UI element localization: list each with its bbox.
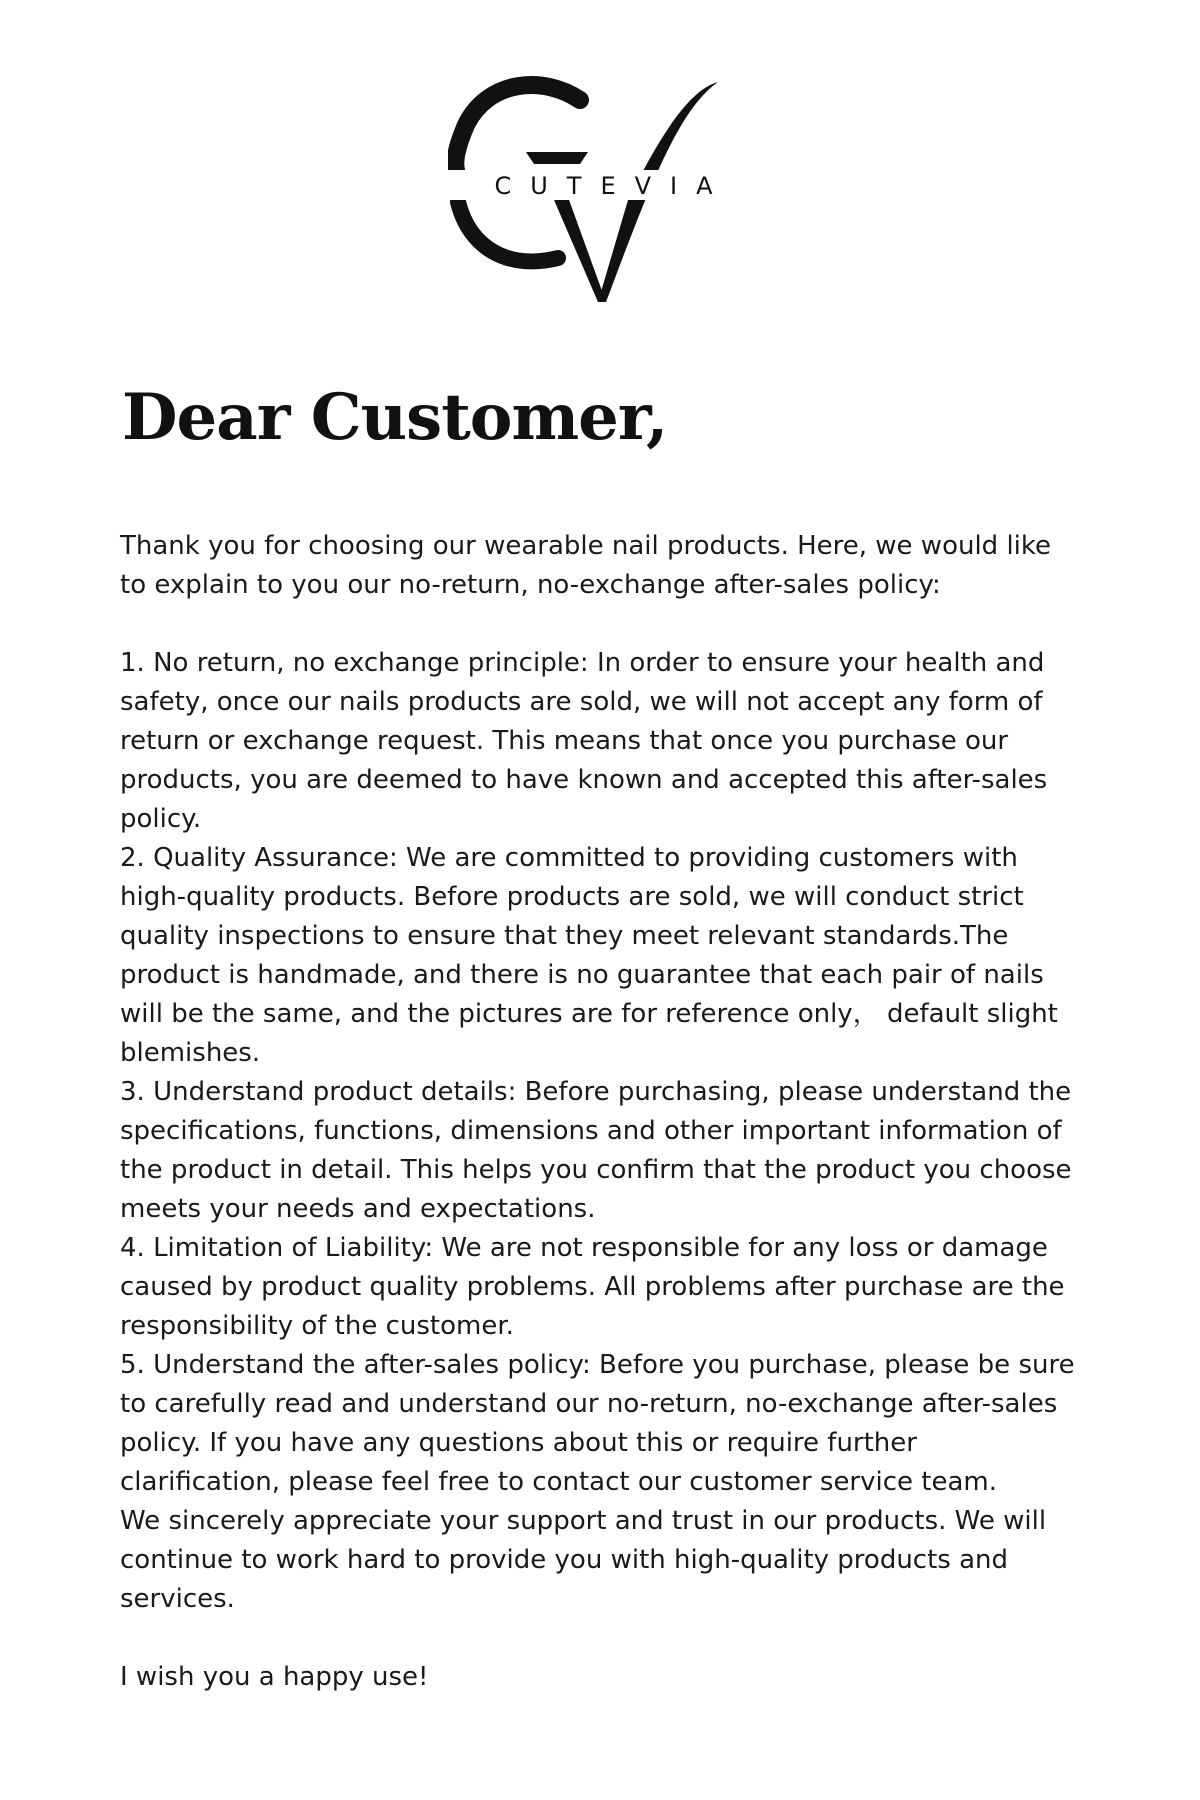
paragraph-spacer	[120, 1619, 1080, 1658]
signoff-line: I wish you a happy use!	[120, 1662, 429, 1692]
policy-item-5: 5. Understand the after-sales policy: Before you purchase, please be sure to carefully read and understand our no-return, no-exchange after-sales policy. If you have any questions about this or require further clarification, please feel free to contact our customer service team.	[120, 1350, 1075, 1497]
paragraph-spacer	[120, 605, 1080, 644]
brand-logo	[448, 70, 778, 315]
policy-item-2: 2. Quality Assurance: We are committed to providing customers with high-quality products. Before products are sold, we will conduct strict quality inspections to ensure that they meet relevant standards.The product is handmade, and there is no guarantee that each pair of nails will be the same, and the pictures are for reference only， default slight blemishes.	[120, 843, 1058, 1068]
greeting-heading: Dear Customer,	[122, 380, 668, 455]
policy-item-4: 4. Limitation of Liability: We are not responsible for any loss or damage caused by product quality problems. All problems after purchase are the responsibility of the customer.	[120, 1233, 1065, 1341]
brand-name-text: CUTEVIA	[494, 172, 732, 200]
intro-paragraph: Thank you for choosing our wearable nail products. Here, we would like to explain to you our no-return, no-exchange after-sales policy:	[120, 531, 1052, 600]
closing-paragraph: We sincerely appreciate your support and trust in our products. We will continue to work hard to provide you with high-quality products and services.	[120, 1506, 1047, 1614]
policy-item-1: 1. No return, no exchange principle: In order to ensure your health and safety, once our nails products are sold, we will not accept any form of return or exchange request. This means that once you purchase our products, you are deemed to have known and accepted this after-sales policy.	[120, 648, 1048, 834]
letter-body	[120, 527, 1080, 1697]
policy-item-3: 3. Understand product details: Before purchasing, please understand the specifications, functions, dimensions and other important information of the product in detail. This helps you confirm that the product you choose meets your needs and expectations.	[120, 1077, 1072, 1224]
